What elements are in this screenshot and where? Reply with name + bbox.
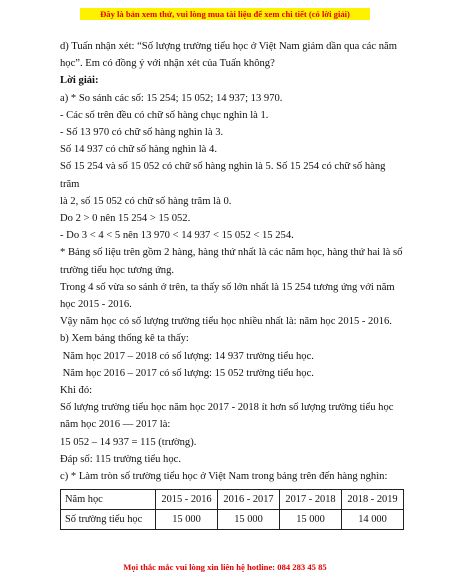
text-line: - Do 3 < 4 < 5 nên 13 970 < 14 937 < 15 052 < 15 254. — [60, 230, 294, 242]
text-line: là 2, số 15 052 có chữ số hàng trăm là 0. — [60, 195, 232, 207]
text-line: học 2015 - 2016. — [60, 299, 132, 311]
text-line: c) * Làm tròn số trường tiểu học ở Việt Nam trong bảng trên đến hàng nghìn: — [60, 471, 388, 483]
text-line: trường tiểu học tương ứng. — [60, 264, 175, 276]
table-cell: 15 000 — [280, 510, 342, 530]
question-line: học”. Em có đồng ý với nhận xét của Tuấn không? — [60, 58, 275, 70]
text-line: 15 052 – 14 937 = 115 (trường). — [60, 436, 197, 448]
table-cell: 2017 - 2018 — [280, 490, 342, 510]
text-line: năm học 2016 — 2017 là: — [60, 419, 171, 431]
text-line: Trong 4 số vừa so sánh ở trên, ta thấy số lớn nhất là 15 254 tương ứng với năm — [60, 281, 395, 293]
table-cell: 15 000 — [218, 510, 280, 530]
text-line: Năm học 2017 – 2018 có số lượng: 14 937 trường tiểu học. — [60, 350, 314, 362]
text-line: Khi đó: — [60, 385, 93, 397]
table-row-header: Năm học — [61, 490, 156, 510]
text-line: Số 14 937 có chữ số hàng nghìn là 4. — [60, 144, 217, 156]
table-cell: 2018 - 2019 — [342, 490, 404, 510]
text-line: Đáp số: 115 trường tiểu học. — [60, 453, 181, 465]
table-row — [61, 510, 404, 530]
text-line: - Số 13 970 có chữ số hàng nghìn là 3. — [60, 127, 224, 139]
text-line: Số lượng trường tiểu học năm học 2017 - 2018 ít hơn số lượng trường tiểu học — [60, 402, 394, 414]
rounded-schools-table — [60, 489, 404, 530]
table-row — [61, 490, 404, 510]
table-cell: 2015 - 2016 — [156, 490, 218, 510]
table-row-header: Số trường tiểu học — [61, 510, 156, 530]
solution-heading: Lời giải: — [60, 75, 99, 87]
text-line: Vậy năm học có số lượng trường tiểu học nhiều nhất là: năm học 2015 - 2016. — [60, 316, 392, 328]
solution-text — [60, 38, 404, 485]
hotline-footer: Mọi thắc mắc vui lòng xin liên hệ hotline: 084 283 45 85 — [123, 562, 327, 572]
text-line: Do 2 > 0 nên 15 254 > 15 052. — [60, 213, 191, 225]
preview-banner: Đây là bản xem thử, vui lòng mua tài liệu để xem chi tiết (có lời giải) — [80, 8, 370, 20]
text-line: * Bảng số liệu trên gồm 2 hàng, hàng thứ nhất là các năm học, hàng thứ hai là số — [60, 247, 403, 259]
text-line: Năm học 2016 – 2017 có số lượng: 15 052 trường tiểu học. — [60, 367, 314, 379]
question-line: d) Tuấn nhận xét: “Số lượng trường tiểu học ở Việt Nam giảm dần qua các năm — [60, 41, 397, 52]
table-cell: 2016 - 2017 — [218, 490, 280, 510]
text-line: a) * So sánh các số: 15 254; 15 052; 14 937; 13 970. — [60, 92, 283, 104]
text-line: - Các số trên đều có chữ số hàng chục nghìn là 1. — [60, 109, 269, 121]
text-line: b) Xem bảng thống kê ta thấy: — [60, 333, 189, 345]
table-cell: 15 000 — [156, 510, 218, 530]
text-line: Số 15 254 và số 15 052 có chữ số hàng nghìn là 5. Số 15 254 có chữ số hàng trăm — [60, 161, 386, 190]
table-cell: 14 000 — [342, 510, 404, 530]
